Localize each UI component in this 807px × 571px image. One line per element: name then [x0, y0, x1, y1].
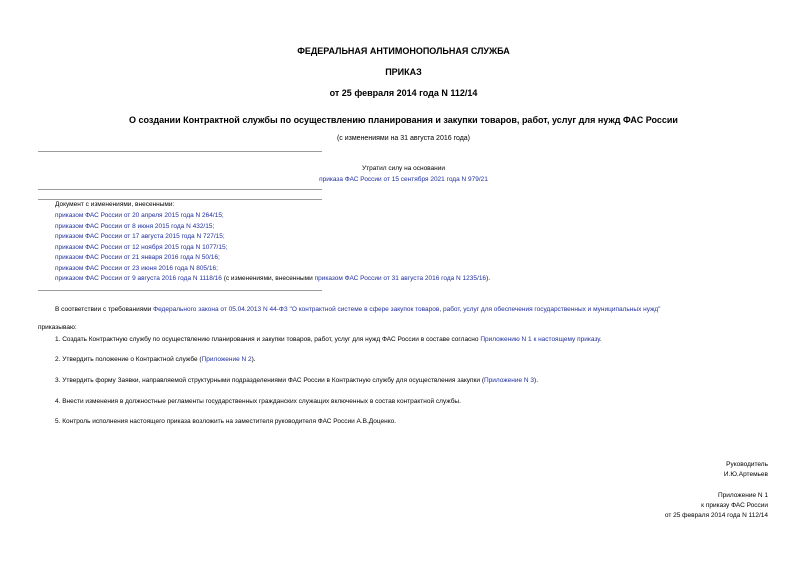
divider [38, 290, 322, 291]
amendment-link[interactable]: приказом ФАС России от 23 июня 2016 года N 805/16; [55, 264, 218, 272]
federal-law-link[interactable]: Федерального закона от 05.04.2013 N 44-ФЗ "О контрактной системе в сфере закупок товаров, работ, услуг для обеспечения государственных и муниципальных нужд" [153, 306, 661, 313]
appendix-2-link[interactable]: Приложение N 2 [201, 356, 252, 363]
signature-position: Руководитель [726, 461, 768, 468]
appendix-3-link[interactable]: Приложение N 3 [483, 377, 535, 384]
doc-date-number: от 25 февраля 2014 года N 112/14 [329, 88, 478, 98]
divider [38, 151, 322, 152]
point-5: 5. Контроль исполнения настоящего приказа возложить на заместителя руководителя ФАС России А.В.Доценко. [55, 418, 397, 425]
point-1-text: 1. Создать Контрактную службу по осуществлению планирования и закупки товаров, работ, услуг для нужд ФАС России в составе согласно [55, 336, 481, 343]
doc-type: ПРИКАЗ [385, 67, 422, 77]
amendment-link[interactable]: приказом ФАС России от 9 августа 2016 года N 1118/16 [55, 275, 222, 282]
amendment-link[interactable]: приказом ФАС России от 20 апреля 2015 года N 264/15; [55, 212, 224, 219]
point-4: 4. Внести изменения в должностные регламенты государственных гражданских служащих включенных в состав контрактной службы. [55, 398, 461, 405]
document-title: О создании Контрактной службы по осуществлению планирования и закупки товаров, работ, услуг для нужд ФАС России [129, 115, 678, 125]
amendment-note: (с изменениями, внесенными [221, 275, 315, 282]
amendment-note-end: ). [486, 275, 491, 282]
preamble [55, 306, 660, 313]
divider [38, 189, 322, 190]
point-3 [55, 377, 538, 384]
amendment-link[interactable]: приказом ФАС России от 8 июня 2015 года N 432/15; [55, 222, 215, 230]
point-2 [55, 356, 256, 363]
lapsed-label: Утратил силу на основании [361, 165, 446, 172]
amendment-link[interactable]: приказом ФАС России от 21 января 2016 года N 50/16; [55, 254, 220, 261]
point-1-end: . [599, 336, 602, 343]
divider [38, 199, 322, 200]
agency-name: ФЕДЕРАЛЬНАЯ АНТИМОНОПОЛЬНАЯ СЛУЖБА [297, 46, 510, 56]
point-3-end: ). [534, 377, 539, 384]
point-2-end: ). [251, 356, 256, 363]
preamble-text: В соответствии с требованиями [55, 306, 154, 313]
appendix-ref: к приказу ФАС России [701, 502, 768, 509]
amendments-intro: Документ с изменениями, внесенными: [55, 201, 175, 208]
point-2-text: 2. Утвердить положение о Контрактной службе ( [55, 356, 202, 363]
amendment-last-line [55, 274, 490, 285]
signature-name: И.Ю.Артемьев [723, 471, 768, 478]
point-3-text: 3. Утвердить форму Заявки, направляемой структурными подразделениями ФАС России в Контрактную службу для осуществления закупки ( [55, 377, 484, 384]
edition-note: (с изменениями на 31 августа 2016 года) [336, 135, 471, 142]
appendix-heading: Приложение N 1 [717, 492, 768, 499]
order-word: приказываю: [38, 324, 77, 331]
appendix-1-link[interactable]: Приложению N 1 к настоящему приказу [480, 336, 600, 343]
amendment-link[interactable]: приказом ФАС России от 12 ноября 2015 года N 1077/15; [55, 243, 228, 251]
point-1 [55, 336, 602, 343]
amendment-link[interactable]: приказом ФАС России от 17 августа 2015 года N 727/15; [55, 233, 225, 240]
lapsed-order-link[interactable]: приказа ФАС России от 15 сентября 2021 года N 979/21 [319, 176, 488, 183]
appendix-date: от 25 февраля 2014 года N 112/14 [664, 512, 768, 519]
amendment-link[interactable]: приказом ФАС России от 31 августа 2016 года N 1235/16 [314, 275, 487, 282]
